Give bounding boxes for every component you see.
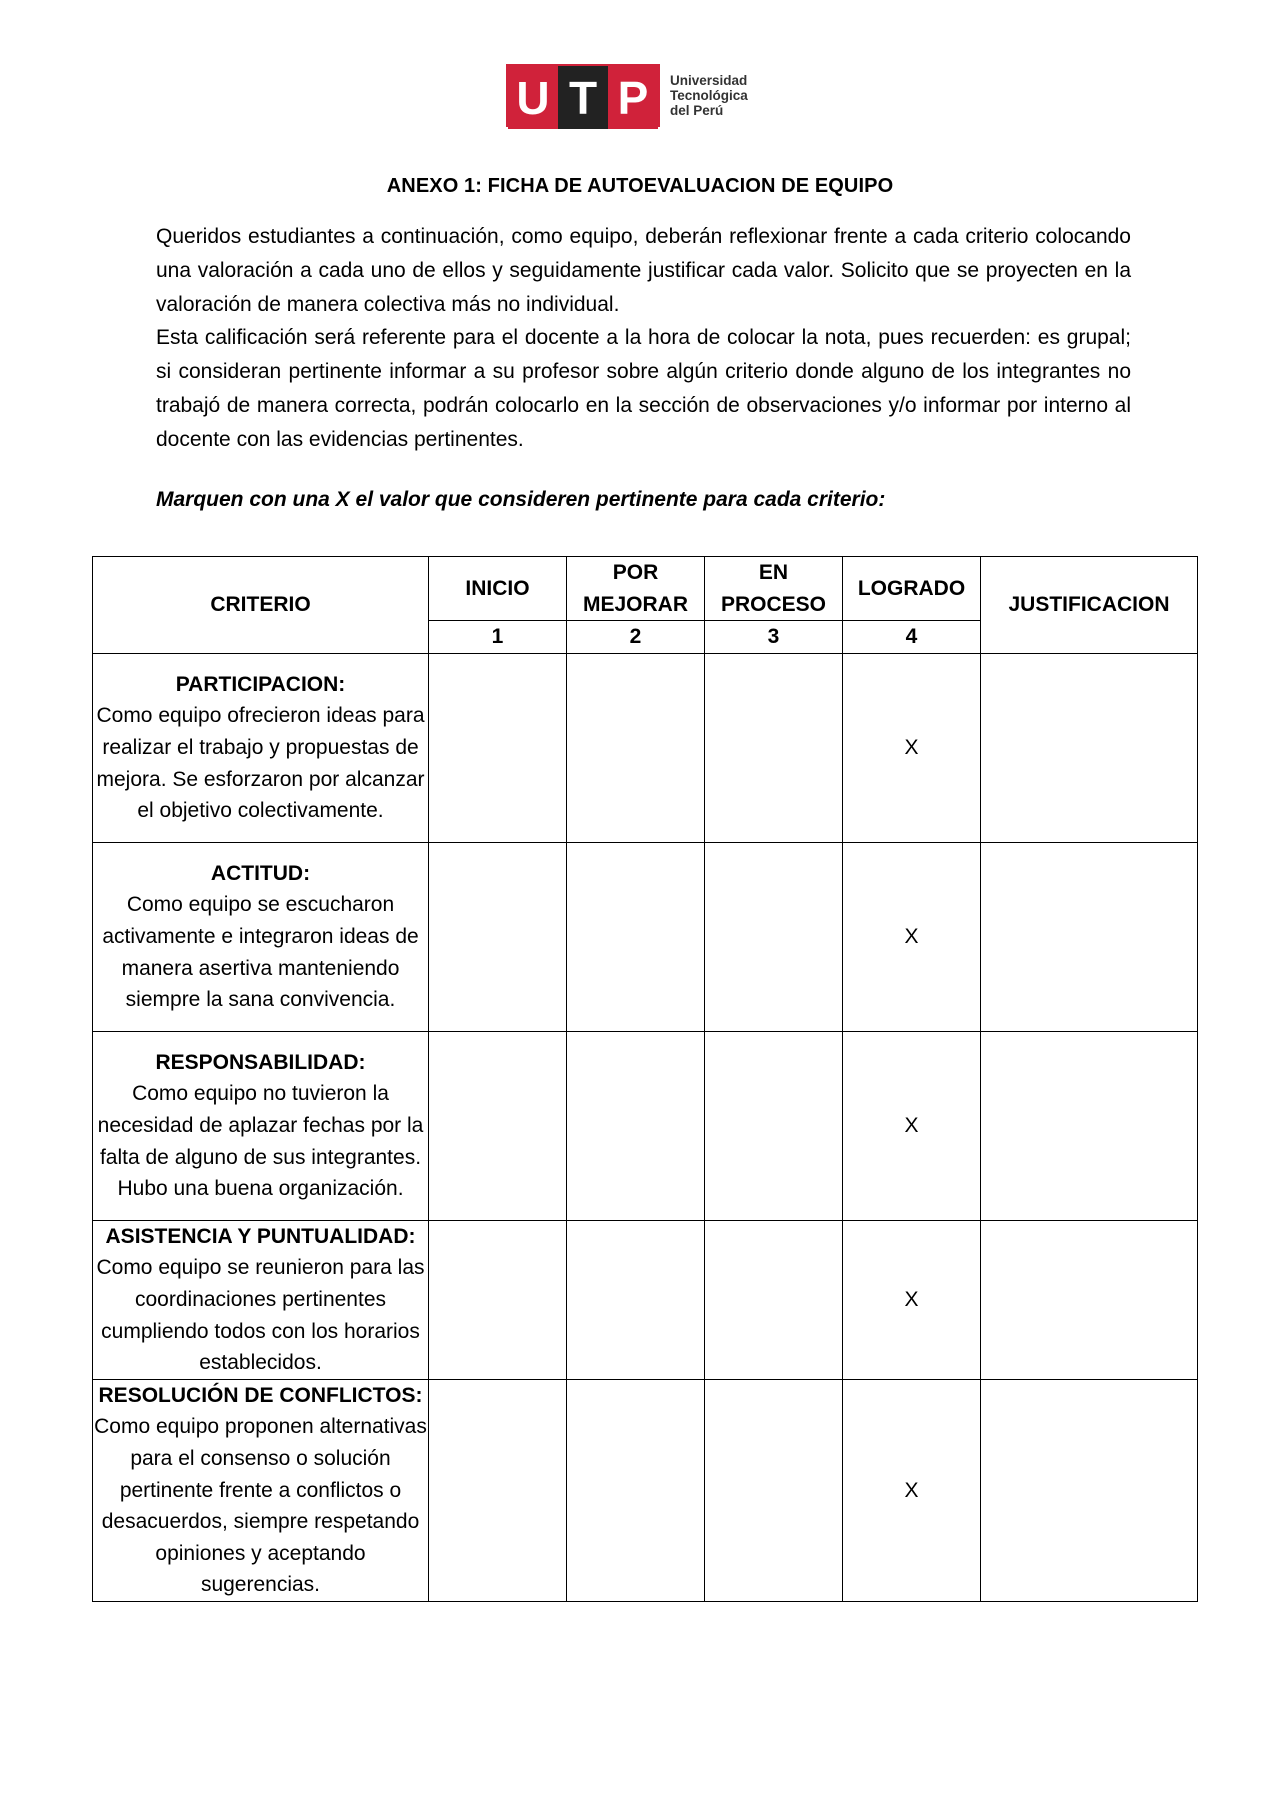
header-inicio: INICIO	[429, 557, 567, 621]
mark-cell-por-mejorar[interactable]	[567, 653, 705, 842]
mark-cell-por-mejorar[interactable]	[567, 1031, 705, 1220]
mark-cell-logrado[interactable]: X	[843, 1031, 981, 1220]
table-row	[93, 1379, 1198, 1601]
mark-cell-logrado[interactable]: X	[843, 842, 981, 1031]
score-header-2: 2	[567, 621, 705, 654]
mark-cell-logrado[interactable]: X	[843, 653, 981, 842]
mark-cell-por-mejorar[interactable]	[567, 1379, 705, 1601]
justification-cell[interactable]	[981, 1220, 1198, 1379]
instruction-text: Marquen con una X el valor que consideren pertinente para cada criterio:	[156, 488, 886, 511]
self-evaluation-table	[92, 556, 1198, 1602]
criterion-title: ACTITUD:	[210, 861, 311, 885]
criterion-title: RESOLUCIÓN DE CONFLICTOS:	[98, 1383, 423, 1407]
score-header-4: 4	[843, 621, 981, 654]
justification-cell[interactable]	[981, 1379, 1198, 1601]
header-en-proceso-line-1: EN	[758, 561, 789, 584]
table-row	[93, 1031, 1198, 1220]
criterion-cell	[93, 1379, 429, 1601]
criterion-description: Como equipo proponen alternativas para el consenso o solución pertinente frente a conflictos o desacuerdos, siempre respetando opiniones y aceptando sugerencias.	[94, 1415, 427, 1597]
table-row	[93, 1220, 1198, 1379]
mark-cell-inicio[interactable]	[429, 653, 567, 842]
logo-name-line: del Perú	[670, 103, 724, 118]
mark-cell-inicio[interactable]	[429, 1220, 567, 1379]
criterion-title: PARTICIPACION:	[175, 672, 346, 696]
logo-letter-p: P	[608, 66, 658, 129]
header-justificacion: JUSTIFICACION	[981, 557, 1198, 654]
justification-cell[interactable]	[981, 1031, 1198, 1220]
score-header-3: 3	[705, 621, 843, 654]
logo-letter-t: T	[558, 66, 608, 129]
table-row	[93, 842, 1198, 1031]
mark-cell-logrado[interactable]: X	[843, 1220, 981, 1379]
criterion-description: Como equipo se reunieron para las coordinaciones pertinentes cumpliendo todos con los horarios establecidos.	[96, 1256, 425, 1375]
criterion-cell	[93, 842, 429, 1031]
intro-paragraph-2: Esta calificación será referente para el docente a la hora de colocar la nota, pues recuerden: es grupal; si consideran pertinente informar a su profesor sobre algún criterio donde alguno de los integrantes no trabajó de manera correcta, podrán colocarlo en la sección de observaciones y/o informar por interno al docente con las evidencias pertinentes.	[156, 326, 1131, 451]
criterion-cell	[93, 1220, 429, 1379]
document-title: ANEXO 1: FICHA DE AUTOEVALUACION DE EQUIPO	[386, 175, 894, 197]
logo-letter-u: U	[508, 66, 558, 129]
criterion-description: Como equipo no tuvieron la necesidad de aplazar fechas por la falta de alguno de sus integrantes. Hubo una buena organización.	[97, 1082, 424, 1201]
header-criterio: CRITERIO	[93, 557, 429, 654]
mark-cell-logrado[interactable]: X	[843, 1379, 981, 1601]
mark-cell-en-proceso[interactable]	[705, 653, 843, 842]
mark-cell-en-proceso[interactable]	[705, 842, 843, 1031]
mark-cell-por-mejorar[interactable]	[567, 1220, 705, 1379]
criterion-description: Como equipo ofrecieron ideas para realizar el trabajo y propuestas de mejora. Se esforzaron por alcanzar el objetivo colectivamente.	[96, 704, 425, 823]
header-logrado: LOGRADO	[843, 557, 981, 621]
criterion-title: ASISTENCIA Y PUNTUALIDAD:	[105, 1224, 416, 1248]
score-header-1: 1	[429, 621, 567, 654]
intro-paragraph-1: Queridos estudiantes a continuación, como equipo, deberán reflexionar frente a cada criterio colocando una valoración a cada uno de ellos y seguidamente justificar cada valor. Solicito que se proyecten en la valoración de manera colectiva más no individual.	[156, 225, 1131, 316]
table-row	[93, 653, 1198, 842]
justification-cell[interactable]	[981, 842, 1198, 1031]
mark-cell-en-proceso[interactable]	[705, 1379, 843, 1601]
header-por-mejorar	[567, 557, 705, 621]
mark-cell-en-proceso[interactable]	[705, 1031, 843, 1220]
header-en-proceso	[705, 557, 843, 621]
mark-cell-en-proceso[interactable]	[705, 1220, 843, 1379]
logo-letter-blocks	[506, 64, 660, 127]
justification-cell[interactable]	[981, 653, 1198, 842]
mark-cell-inicio[interactable]	[429, 842, 567, 1031]
criterion-description: Como equipo se escucharon activamente e integraron ideas de manera asertiva manteniendo siempre la sana convivencia.	[102, 893, 419, 1012]
header-en-proceso-line-2: PROCESO	[720, 592, 827, 616]
criterion-cell	[93, 1031, 429, 1220]
logo-name-line: Tecnológica	[670, 88, 748, 103]
logo-university-name	[670, 73, 748, 118]
mark-cell-inicio[interactable]	[429, 1031, 567, 1220]
mark-cell-inicio[interactable]	[429, 1379, 567, 1601]
mark-cell-por-mejorar[interactable]	[567, 842, 705, 1031]
header-por-mejorar-line-1: POR	[612, 561, 659, 584]
utp-logo	[506, 64, 748, 127]
criterion-cell	[93, 653, 429, 842]
intro-text	[156, 220, 1131, 457]
criterion-title: RESPONSABILIDAD:	[155, 1050, 366, 1074]
logo-name-line: Universidad	[670, 73, 748, 88]
header-por-mejorar-line-2: MEJORAR	[582, 592, 688, 616]
